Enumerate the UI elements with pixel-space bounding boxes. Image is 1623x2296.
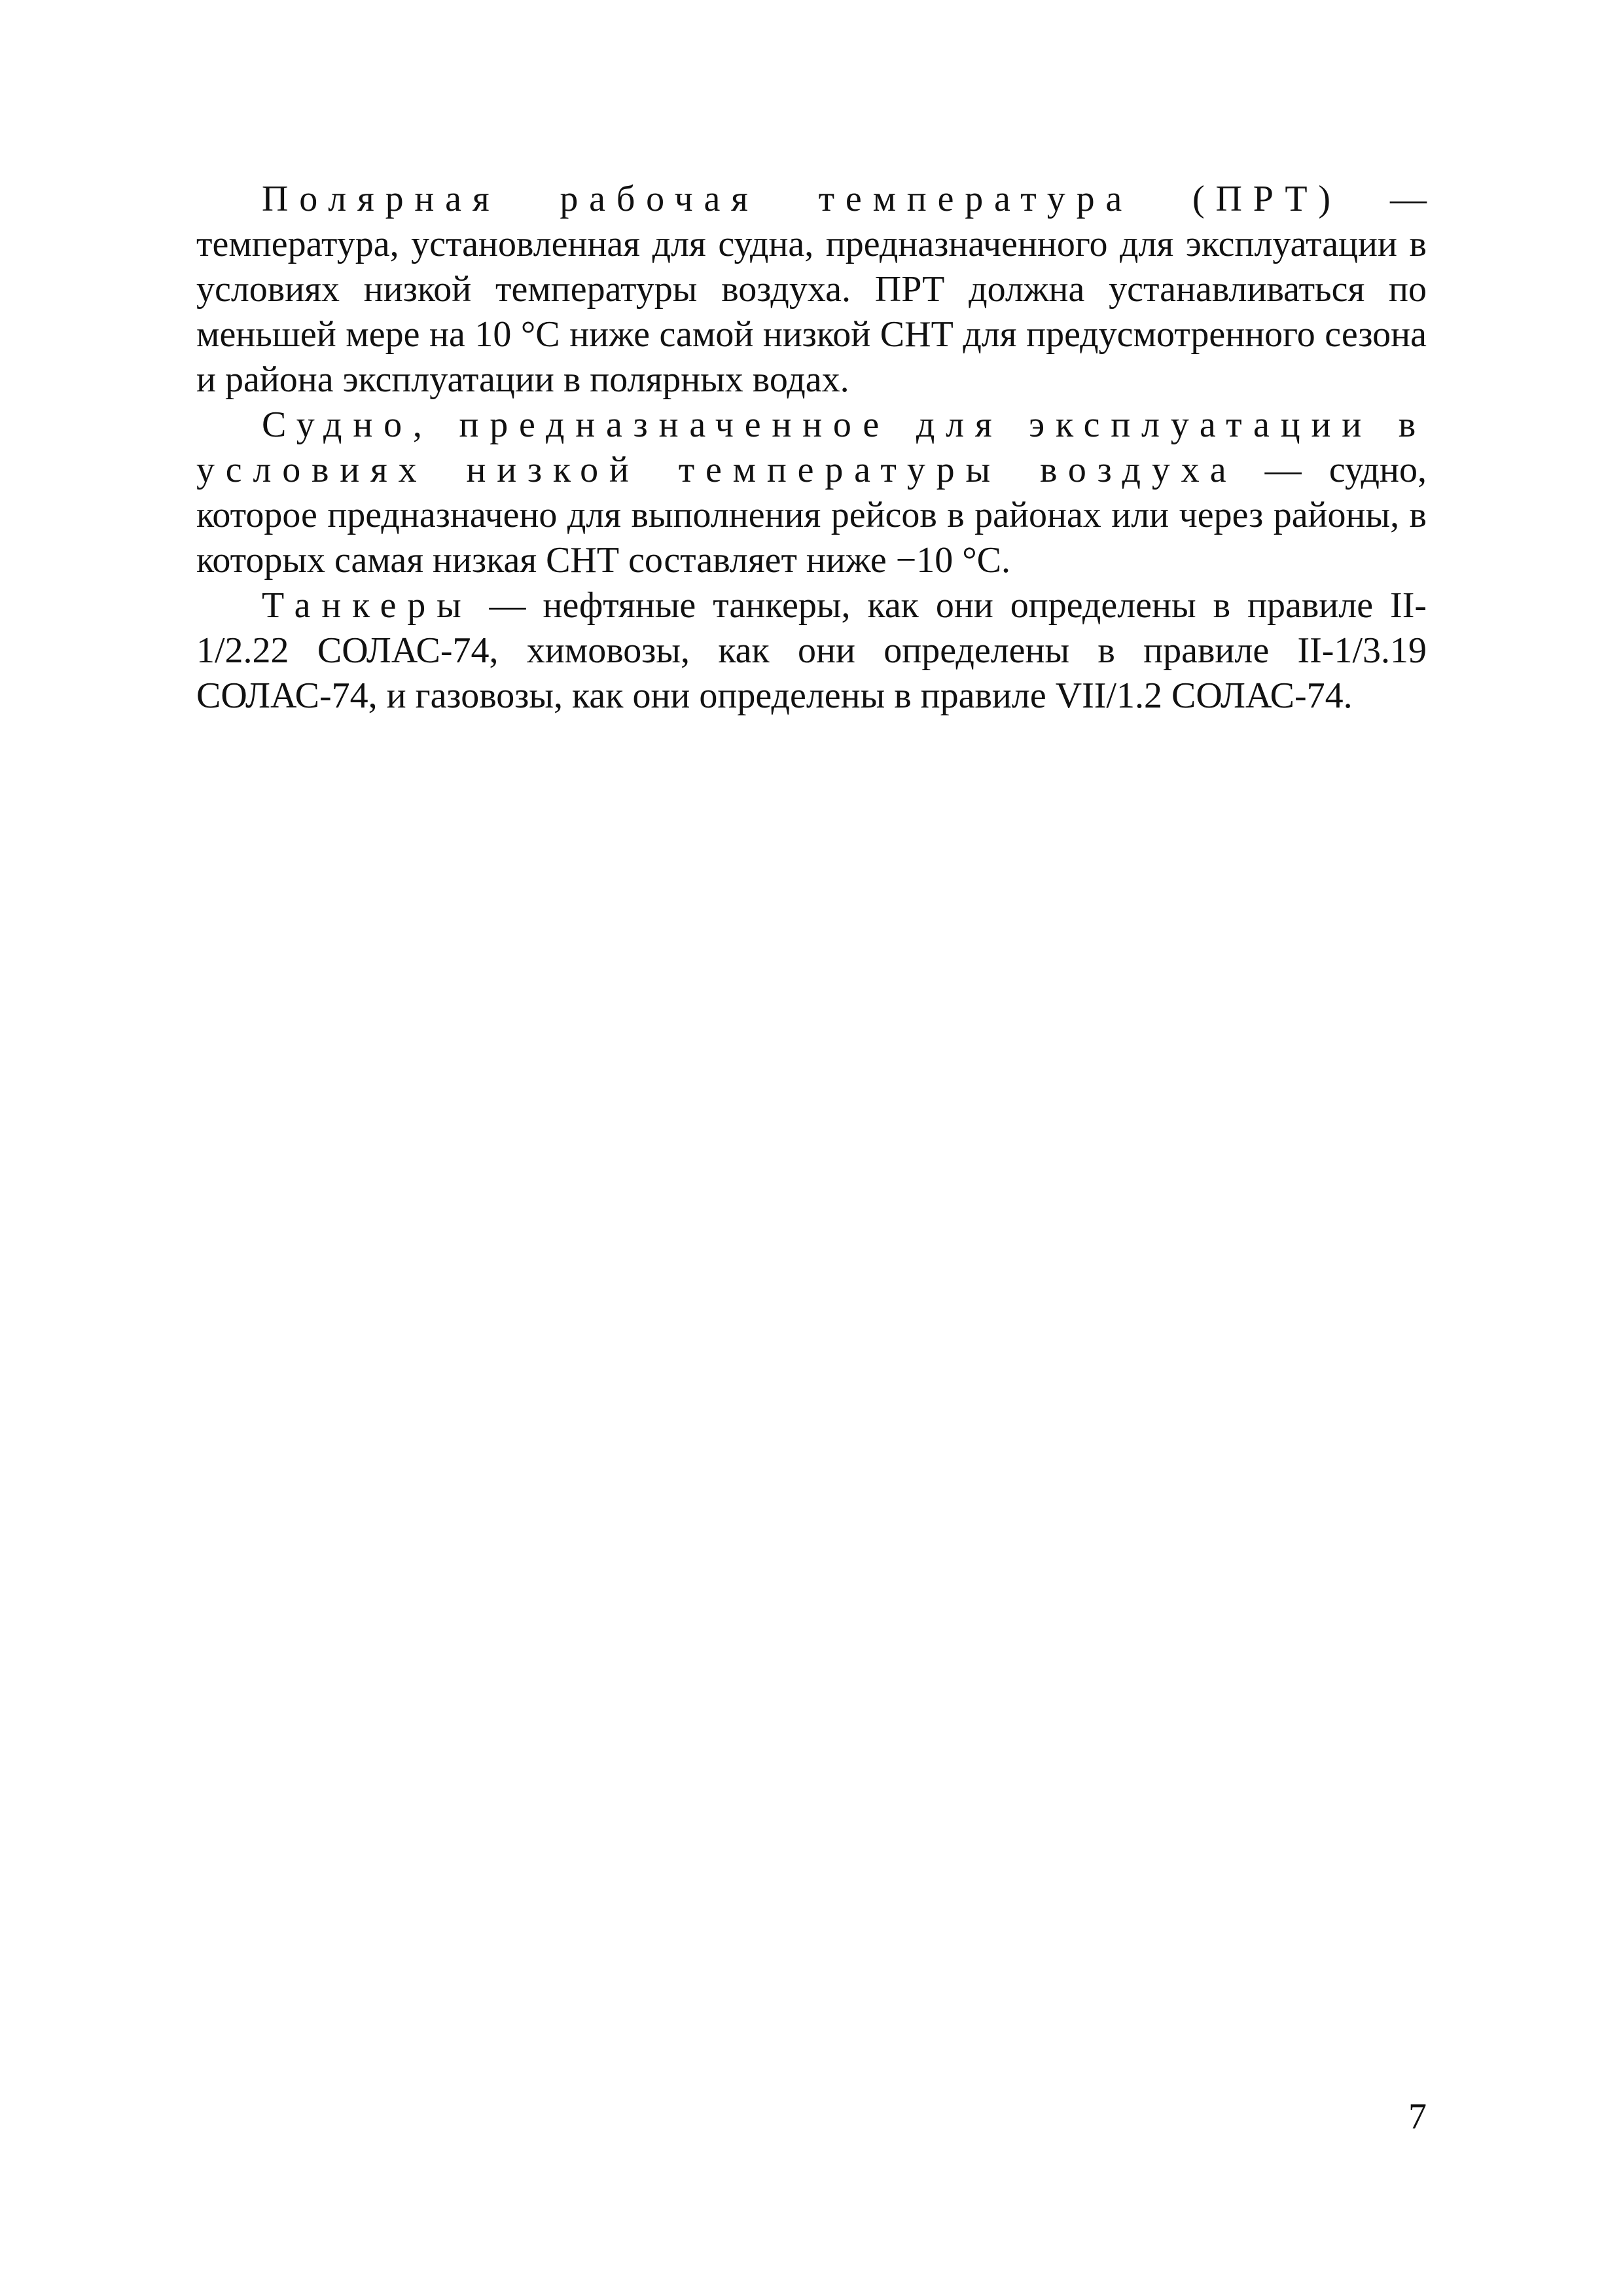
definition-paragraph-tankers	[196, 583, 1427, 719]
definition-paragraph-low-temperature-ship	[196, 403, 1427, 583]
document-body	[196, 177, 1427, 719]
definition-text: — нефтяные танкеры, как они определены в правиле II-1/2.22 СОЛАС-74, химовозы, как они определены в правиле II-1/3.19 СОЛАС-74, и газовозы, как они определены в правиле VII/1.2 СОЛАС-74.	[196, 585, 1427, 716]
term-polar-operating-temperature: Полярная рабочая температура (ПРТ)	[262, 179, 1342, 219]
page-number: 7	[1408, 2096, 1427, 2137]
definition-text: — температура, установленная для судна, предназначенного для эксплуатации в условиях низкой температуры воздуха. ПРТ должна устанавливаться по меньшей мере на 10 °С ниже самой низкой СНТ для предусмотренного сезона и района эксплуатации в полярных водах.	[196, 179, 1427, 400]
definition-text: — судно, которое предназначено для выполнения рейсов в районах или через районы, в которых самая низкая СНТ составляет ниже −10 °С.	[196, 450, 1427, 581]
term-tankers: Танкеры	[262, 585, 473, 626]
definition-paragraph-polar-operating-temperature	[196, 177, 1427, 403]
term-low-temperature-ship: Судно, предназначенное для эксплуатации в условиях низкой температуры воздуха	[196, 404, 1427, 490]
